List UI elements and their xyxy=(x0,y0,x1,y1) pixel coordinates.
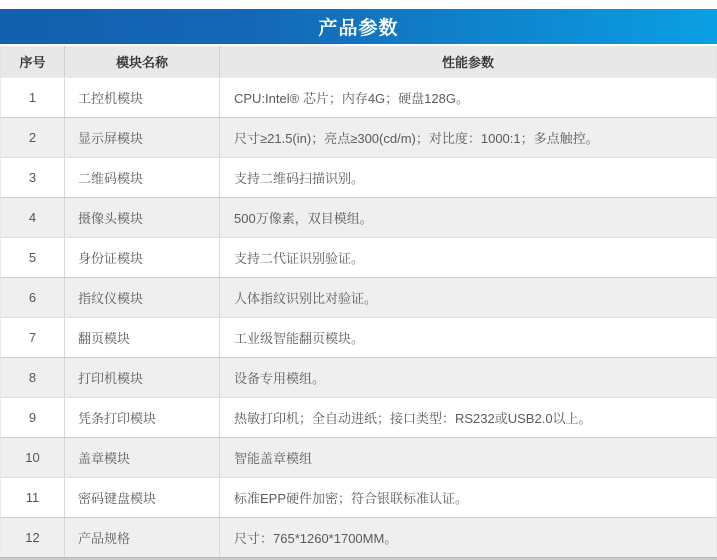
row-module-name: 盖章模块 xyxy=(65,438,220,477)
top-spacer xyxy=(0,0,717,9)
column-header-performance: 性能参数 xyxy=(441,55,494,70)
row-performance-params: 人体指纹识别比对验证。 xyxy=(234,291,378,306)
table-row xyxy=(1,237,716,277)
column-header-serial: 序号 xyxy=(1,46,65,77)
row-performance-params: 设备专用模组。 xyxy=(234,371,326,386)
row-performance-params: 支持二代证识别验证。 xyxy=(234,251,365,266)
row-serial-number: 5 xyxy=(1,238,65,277)
row-module-name: 打印机模块 xyxy=(65,358,220,397)
row-performance-params: 支持二维码扫描识别。 xyxy=(234,171,365,186)
row-performance-params: 标准EPP硬件加密；符合银联标准认证。 xyxy=(234,491,469,506)
row-serial-number: 12 xyxy=(1,518,65,557)
row-serial-number: 10 xyxy=(1,438,65,477)
table-row xyxy=(1,517,716,557)
row-performance-params: 尺寸≥21.5(in)；亮点≥300(cd/m)；对比度：1000:1；多点触控。 xyxy=(234,131,599,146)
table-header-row xyxy=(0,46,717,77)
table-row xyxy=(1,117,716,157)
row-performance-params: 尺寸：765*1260*1700MM。 xyxy=(234,531,398,546)
row-performance-params: 500万像素，双目模组。 xyxy=(234,211,373,226)
title-bar xyxy=(0,9,717,44)
table-row xyxy=(1,477,716,517)
row-serial-number: 4 xyxy=(1,198,65,237)
table-row xyxy=(1,197,716,237)
row-module-name: 工控机模块 xyxy=(65,78,220,117)
row-module-name: 显示屏模块 xyxy=(65,118,220,157)
row-serial-number: 2 xyxy=(1,118,65,157)
table-row xyxy=(1,357,716,397)
row-module-name: 密码键盘模块 xyxy=(65,478,220,517)
column-header-module: 模块名称 xyxy=(65,46,220,77)
row-serial-number: 11 xyxy=(1,478,65,517)
table-row xyxy=(1,157,716,197)
row-serial-number: 3 xyxy=(1,158,65,197)
table-row xyxy=(1,77,716,117)
row-serial-number: 1 xyxy=(1,78,65,117)
row-serial-number: 7 xyxy=(1,318,65,357)
row-module-name: 指纹仪模块 xyxy=(65,278,220,317)
table-row xyxy=(1,397,716,437)
row-module-name: 身份证模块 xyxy=(65,238,220,277)
row-serial-number: 9 xyxy=(1,398,65,437)
row-performance-params: 工业级智能翻页模块。 xyxy=(234,331,365,346)
table-body xyxy=(0,77,717,557)
row-module-name: 翻页模块 xyxy=(65,318,220,357)
table-row xyxy=(1,317,716,357)
row-module-name: 凭条打印模块 xyxy=(65,398,220,437)
row-performance-params: 智能盖章模组 xyxy=(234,451,313,466)
row-module-name: 二维码模块 xyxy=(65,158,220,197)
row-module-name: 摄像头模块 xyxy=(65,198,220,237)
row-module-name: 产品规格 xyxy=(65,518,220,557)
table-row xyxy=(1,437,716,477)
page-title: 产品参数 xyxy=(318,18,399,39)
row-performance-params: CPU:Intel® 芯片；内存4G；硬盘128G。 xyxy=(234,91,469,106)
row-serial-number: 6 xyxy=(1,278,65,317)
row-performance-params: 热敏打印机；全自动进纸；接口类型：RS232或USB2.0以上。 xyxy=(234,411,592,426)
row-serial-number: 8 xyxy=(1,358,65,397)
table-row xyxy=(1,277,716,317)
